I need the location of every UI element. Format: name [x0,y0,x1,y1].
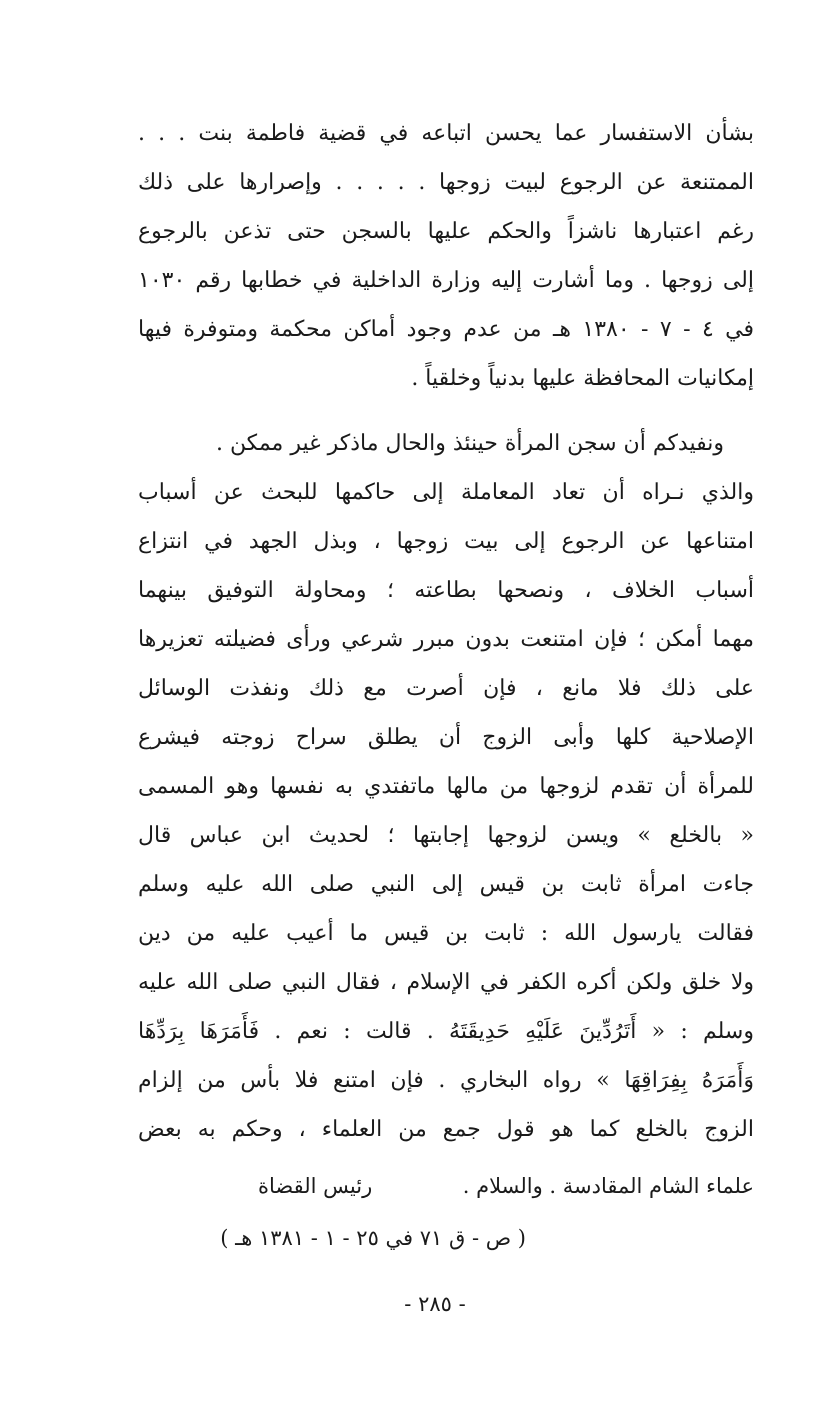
signature: رئيس القضاة [258,1174,373,1198]
text-line: وَأَمَرَهُ بِفِرَاقِهَا » رواه البخاري . فإن امتنع فلا بأس من إلزام [138,1068,754,1093]
reference-note: ( ص - ق ٧١ في ٢٥ - ١ - ١٣٨١ هـ ) [220,1226,526,1250]
text-line: أسباب الخلاف ، ونصحها بطاعته ؛ ومحاولة التوفيق بينهما [138,578,754,603]
text-line: بشأن الاستفسار عما يحسن اتباعه في قضية فاطمة بنت . . . [138,121,754,146]
text-line: إلى زوجها . وما أشارت إليه وزارة الداخلية في خطابها رقم ١٠٣٠ [138,268,754,293]
text-line: الممتنعة عن الرجوع لبيت زوجها . . . . . وإصرارها على ذلك [138,170,754,195]
text-line: في ٤ - ٧ - ١٣٨٠ هـ من عدم وجود أماكن محكمة ومتوفرة فيها [138,317,754,342]
closing-line: علماء الشام المقادسة . والسلام . [462,1174,754,1198]
text-line: الإصلاحية كلها وأبى الزوج أن يطلق سراح زوجته فيشرع [138,725,754,750]
text-line: وسلم : « أَتَرُدِّينَ عَلَيْهِ حَدِيقَتَهُ . قالت : نعم . فَأَمَرَهَا بِرَدِّهَا [138,1019,754,1044]
text-line: رغم اعتبارها ناشزاً والحكم عليها بالسجن حتى تذعن بالرجوع [138,219,754,244]
text-line: للمرأة أن تقدم لزوجها من مالها ماتفتدي به نفسها وهو المسمى [138,774,754,799]
text-line: الزوج بالخلع كما هو قول جمع من العلماء ، وحكم به بعض [138,1117,754,1142]
text-line: امتناعها عن الرجوع إلى بيت زوجها ، وبذل الجهد في انتزاع [138,529,754,554]
page-number: - ٢٨٥ - [404,1292,466,1316]
text-line: إمكانيات المحافظة عليها بدنياً وخلقياً . [411,366,754,391]
text-line: جاءت امرأة ثابت بن قيس إلى النبي صلى الله عليه وسلم [138,872,754,897]
text-line: ونفيدكم أن سجن المرأة حينئذ والحال ماذكر غير ممكن . [215,431,724,456]
text-line: على ذلك فلا مانع ، فإن أصرت مع ذلك ونفذت الوسائل [138,676,754,701]
text-line: والذي نـراه أن تعاد المعاملة إلى حاكمها للبحث عن أسباب [138,480,754,505]
text-line: « بالخلع » ويسن لزوجها إجابتها ؛ لحديث ابن عباس قال [138,823,754,848]
text-line: مهما أمكن ؛ فإن امتنعت بدون مبرر شرعي ورأى فضيلته تعزيرها [138,627,754,652]
closing-row [138,1166,754,1206]
text-line: فقالت يارسول الله : ثابت بن قيس ما أعيب عليه من دين [138,921,754,946]
text-line: ولا خلق ولكن أكره الكفر في الإسلام ، فقال النبي صلى الله عليه [138,970,754,995]
